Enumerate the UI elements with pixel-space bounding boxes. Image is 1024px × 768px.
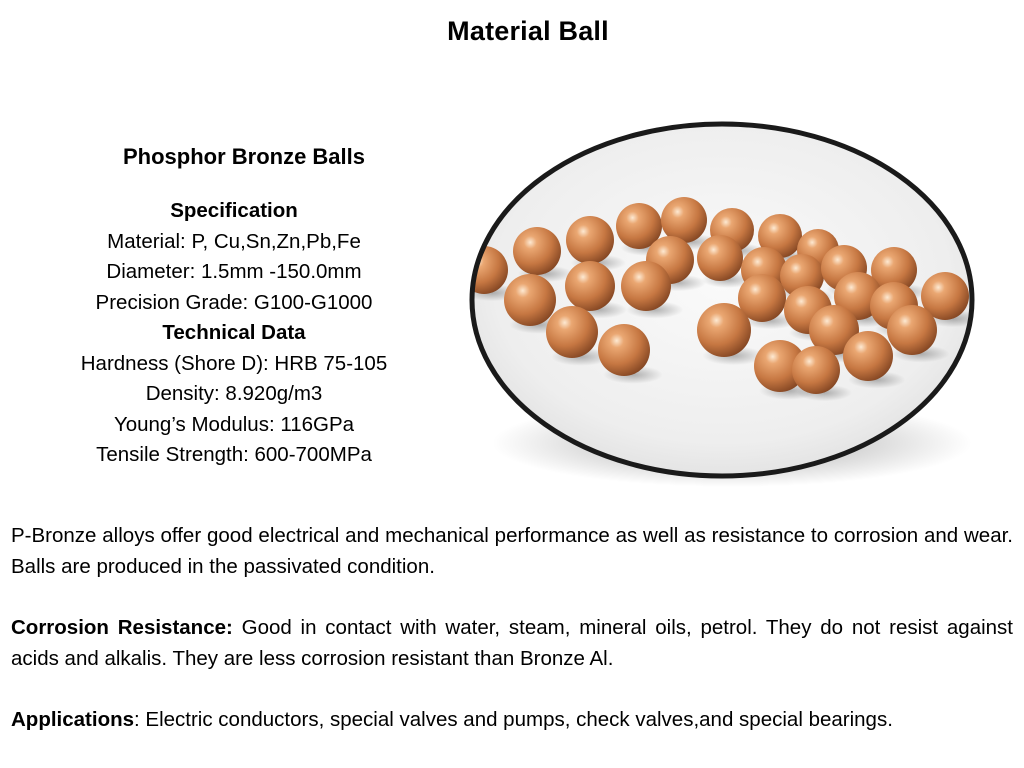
corrosion-label: Corrosion Resistance: xyxy=(11,616,233,639)
bronze-ball xyxy=(504,274,556,326)
applications-text: : Electric conductors, special valves and pumps, check valves,and special bearings. xyxy=(134,708,893,731)
bronze-ball xyxy=(546,306,598,358)
bronze-ball xyxy=(887,305,937,355)
specification-heading: Specification xyxy=(170,199,298,222)
tech-line-density: Density: 8.920g/m3 xyxy=(145,382,323,405)
spec-block xyxy=(44,196,424,471)
bronze-ball xyxy=(697,235,743,281)
bronze-ball xyxy=(792,346,840,394)
applications-paragraph xyxy=(11,704,1013,735)
spec-line-diameter: Diameter: 1.5mm -150.0mm xyxy=(106,260,362,283)
bronze-ball xyxy=(598,324,650,376)
applications-label: Applications xyxy=(11,708,135,731)
corrosion-paragraph xyxy=(11,612,1013,674)
tech-line-hardness: Hardness (Shore D): HRB 75-105 xyxy=(80,351,388,375)
bronze-balls-photo xyxy=(462,118,982,490)
bronze-ball xyxy=(513,227,561,275)
bronze-ball xyxy=(843,331,893,381)
description-paragraph: P-Bronze alloys offer good electrical and mechanical performance as well as resistance to corrosion and wear. Balls are produced in the passivated condition. xyxy=(11,524,1013,578)
tech-line-modulus: Young’s Modulus: 116GPa xyxy=(113,412,355,436)
product-photo xyxy=(462,118,982,490)
technical-heading: Technical Data xyxy=(162,321,306,344)
corrosion-text: Good in contact with water, steam, mineral oils, petrol. They do not resist against acids and alkalis. They are less corrosion resistant than Bronze Al. xyxy=(11,616,1013,670)
page-title: Material Ball xyxy=(447,16,609,46)
bronze-ball xyxy=(566,216,614,264)
tech-line-tensile: Tensile Strength: 600-700MPa xyxy=(96,443,372,466)
bronze-ball xyxy=(697,303,751,357)
section-subtitle: Phosphor Bronze Balls xyxy=(122,144,366,169)
bronze-ball xyxy=(565,261,615,311)
bronze-ball xyxy=(462,246,508,294)
spec-line-precision: Precision Grade: G100-G1000 xyxy=(95,290,373,314)
spec-line-material: Material: P, Cu,Sn,Zn,Pb,Fe xyxy=(107,229,361,253)
bronze-ball xyxy=(621,261,671,311)
